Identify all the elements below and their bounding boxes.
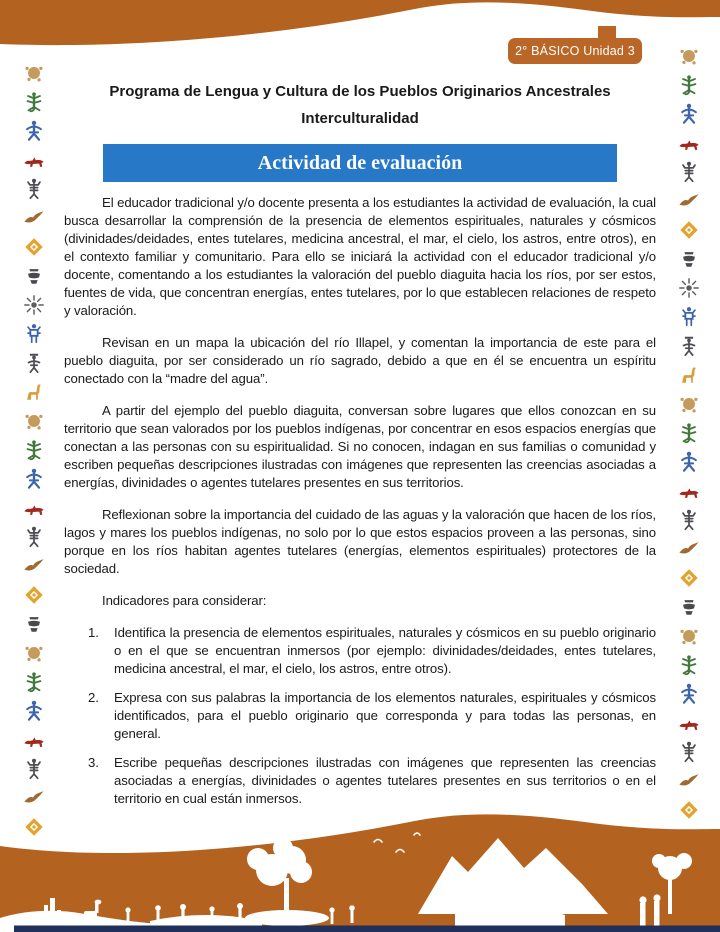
condor-icon [23, 787, 45, 809]
diamond-petroglyph-icon [678, 219, 700, 241]
document-content [64, 0, 656, 819]
condor-icon [678, 190, 700, 212]
anthropomorph2-blue-icon [23, 323, 45, 345]
ladder-figure-icon [678, 741, 700, 763]
ladder-figure-icon [678, 509, 700, 531]
ladder-figure-icon [678, 161, 700, 183]
anthropomorph2-blue-icon [678, 306, 700, 328]
condor-icon [678, 538, 700, 560]
indicator-item [64, 624, 656, 678]
fox-icon [678, 712, 700, 734]
indicator-text: Escribe pequeñas descripciones ilustradas con imágenes que representen las creencias asociadas a energías, divinidades o agentes tutelares presentes en sus territorios o en el territorio en cual están inmersos. [114, 755, 656, 806]
hat-figure-icon [23, 352, 45, 374]
diamond-petroglyph-icon [678, 567, 700, 589]
left-icon-column [20, 0, 48, 838]
diamond-petroglyph-icon [23, 236, 45, 258]
sun-petroglyph-icon [678, 625, 700, 647]
lizard-petroglyph-icon [678, 422, 700, 444]
indicators-list [64, 624, 656, 808]
fox-icon [678, 132, 700, 154]
paragraphs [64, 194, 656, 578]
body-paragraph: El educador tradicional y/o docente presenta a los estudiantes la actividad de evaluación, la cual busca desarrollar la comprensión de la presencia de elementos espirituales, naturales y cósmicos (divinidades/deidades, entes tutelares, medicina ancestral, el mar, el cielo, los astros, entre otros), en el contexto familiar y comunitario. Para ello se iniciará la actividad con el educador tradicional y/o docente, comentando a los estudiantes la valoración del pueblo diaguita hacia los ríos, por ser estos, fuentes de vida, que concentran energías, entes tutelares, por lo que establecen relaciones de respeto y valoración. [64, 195, 656, 318]
indicator-item [64, 689, 656, 743]
sunburst-petroglyph-icon [678, 277, 700, 299]
condor-icon [23, 555, 45, 577]
fox-icon [23, 497, 45, 519]
lizard-petroglyph-icon [23, 91, 45, 113]
condor-icon [678, 770, 700, 792]
activity-banner [103, 144, 617, 182]
sun-petroglyph-icon [23, 410, 45, 432]
sunburst-petroglyph-icon [23, 294, 45, 316]
indicator-item [64, 754, 656, 808]
indicator-number: 1. [88, 625, 99, 640]
vessel-icon [678, 248, 700, 270]
program-title-line2: Interculturalidad [301, 110, 419, 127]
llama-icon [678, 364, 700, 386]
body-paragraph: Revisan en un mapa la ubicación del río Illapel, y comentan la importancia de este para el pueblo diaguita, por ser considerado un río sagrado, debido a que en él se encuentra un espíritu conectado con la “madre del agua”. [64, 335, 656, 386]
indicator-number: 2. [88, 690, 99, 705]
fox-icon [23, 729, 45, 751]
footer-navy-bar [14, 926, 720, 932]
program-title-line1: Programa de Lengua y Cultura de los Pueblos Originarios Ancestrales [109, 83, 611, 100]
body-text [64, 194, 656, 808]
sun-petroglyph-icon [23, 62, 45, 84]
indicators-heading: Indicadores para considerar: [102, 593, 267, 608]
anthropomorph-blue-icon [678, 451, 700, 473]
program-title [64, 78, 656, 132]
ladder-figure-icon [23, 758, 45, 780]
hat-figure-icon [678, 335, 700, 357]
anthropomorph-blue-icon [23, 120, 45, 142]
vessel-icon [23, 265, 45, 287]
indicator-text: Expresa con sus palabras la importancia de los elementos naturales, espirituales y cósmicos identificados, para el pueblo originario que corresponda y para todas las personas, en general. [114, 690, 656, 741]
unit-badge-label: 2° BÁSICO Unidad 3 [515, 44, 635, 58]
sun-petroglyph-icon [23, 642, 45, 664]
llama-icon [23, 381, 45, 403]
body-paragraph: A partir del ejemplo del pueblo diaguita, conversan sobre lugares que ellos conozcan en su territorio que sean valorados por los pueblos indígenas, por concentrar en esos espacios energías que conectan a las personas con su espiritualidad. Si no conocen, indagan en sus familias o comunidad y escriben pequeñas descripciones ilustradas con imágenes que representen las creencias asociadas a energías, divinidades o agentes tutelares presentes en sus territorios. [64, 403, 656, 490]
fox-icon [678, 480, 700, 502]
anthropomorph-blue-icon [23, 700, 45, 722]
vessel-icon [678, 596, 700, 618]
condor-icon [23, 207, 45, 229]
lizard-petroglyph-icon [678, 74, 700, 96]
diamond-petroglyph-icon [23, 584, 45, 606]
vessel-icon [23, 613, 45, 635]
lizard-petroglyph-icon [23, 439, 45, 461]
anthropomorph-blue-icon [23, 468, 45, 490]
indicator-number: 3. [88, 755, 99, 770]
sun-petroglyph-icon [678, 393, 700, 415]
right-icon-column [675, 0, 703, 821]
anthropomorph-blue-icon [678, 683, 700, 705]
anthropomorph-blue-icon [678, 103, 700, 125]
body-paragraph: Reflexionan sobre la importancia del cuidado de las aguas y la valoración que hacen de los ríos, lagos y mares los pueblos indígenas, no solo por lo que estos espacios proveen a las personas, sino porque en los ríos habitan agentes tutelares (energías, elementos espirituales) protectores de la sociedad. [64, 507, 656, 576]
ladder-figure-icon [23, 178, 45, 200]
unit-badge [508, 38, 642, 64]
indicator-text: Identifica la presencia de elementos espirituales, naturales y cósmicos en su pueblo originario o en el que se encuentran inmersos (por ejemplo: divinidades/deidades, entes tutelares, medicina ancestral, el mar, el cielo, los astros, entre otros). [114, 625, 656, 676]
ladder-figure-icon [23, 526, 45, 548]
footer-landscape-graphic [0, 812, 720, 932]
lizard-petroglyph-icon [23, 671, 45, 693]
fox-icon [23, 149, 45, 171]
activity-banner-title: Actividad de evaluación [257, 151, 463, 174]
lizard-petroglyph-icon [678, 654, 700, 676]
